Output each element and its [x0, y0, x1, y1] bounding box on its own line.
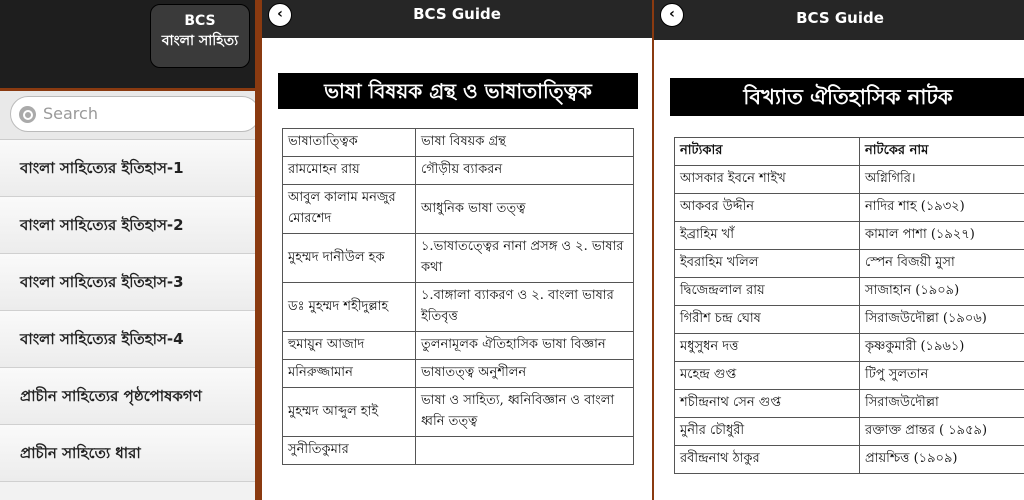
table-row	[675, 194, 1024, 222]
table-row	[675, 166, 1024, 194]
table-cell: আকবর উদ্দীন	[675, 194, 860, 222]
table-cell: ১.ভাষাতত্ত্বের নানা প্রসঙ্গ ও ২. ভাষার কথা	[416, 234, 634, 283]
header-title: BCS Guide	[413, 5, 501, 23]
table-row	[675, 278, 1024, 306]
linguistics-table	[282, 128, 634, 465]
table-cell: সাজাহান (১৯০৯)	[860, 278, 1024, 306]
table-cell: মহেন্দ্র গুপ্ত	[675, 362, 860, 390]
app-title-line1: BCS	[184, 13, 216, 29]
app-header	[0, 0, 255, 91]
table-row	[675, 446, 1024, 474]
table-row	[675, 222, 1024, 250]
list-item[interactable]: বাংলা সাহিত্যের ইতিহাস-1	[0, 140, 255, 197]
table-row	[283, 234, 634, 283]
table-cell: টিপু সুলতান	[860, 362, 1024, 390]
table-row	[283, 157, 634, 185]
table-cell: ভাষা ও সাহিত্য, ধ্বনিবিজ্ঞান ও বাংলা ধ্বনি তত্ত্ব	[416, 388, 634, 437]
table-cell: সুনীতিকুমার	[283, 437, 416, 465]
column-header: নাট্যকার	[675, 138, 860, 166]
table-cell: ভাষা বিষয়ক গ্রন্থ	[416, 129, 634, 157]
header-title: BCS Guide	[796, 9, 884, 27]
table-row	[283, 283, 634, 332]
table-cell: নাদির শাহ (১৯৩২)	[860, 194, 1024, 222]
table-cell: ইবরাহিম খলিল	[675, 250, 860, 278]
back-arrow-icon[interactable]: ‹	[268, 3, 292, 27]
table-cell: মুহম্মদ দানীউল হক	[283, 234, 416, 283]
section-title: ভাষা বিষয়ক গ্রন্থ ও ভাষাতাত্ত্বিক	[278, 73, 638, 109]
list-item[interactable]: বাংলা সাহিত্যের ইতিহাস-3	[0, 254, 255, 311]
table-cell: ডঃ মুহম্মদ শহীদুল্লাহ	[283, 283, 416, 332]
list-item[interactable]: বাংলা সাহিত্যের ইতিহাস-2	[0, 197, 255, 254]
table-cell: রামমোহন রায়	[283, 157, 416, 185]
table-cell: রক্তাক্ত প্রান্তর ( ১৯৫৯)	[860, 418, 1024, 446]
table-cell: গিরীশ চন্দ্র ঘোষ	[675, 306, 860, 334]
table-cell: আবুল কালাম মনজুর মোরশেদ	[283, 185, 416, 234]
table-cell: মুহম্মদ আব্দুল হাই	[283, 388, 416, 437]
linguistics-panel	[260, 0, 652, 500]
table-cell	[416, 437, 634, 465]
app-title-line2: বাংলা সাহিত্য	[161, 33, 239, 49]
table-header-row	[675, 138, 1024, 166]
table-cell: মধুসুধন দত্ত	[675, 334, 860, 362]
table-cell: কামাল পাশা (১৯২৭)	[860, 222, 1024, 250]
table-cell: কৃষ্ণকুমারী (১৯৬১)	[860, 334, 1024, 362]
menu-panel	[0, 0, 255, 500]
panel-header	[654, 0, 1024, 40]
table-cell: প্রায়শ্চিত্ত (১৯০৯)	[860, 446, 1024, 474]
app-title-button[interactable]	[150, 4, 250, 68]
table-row	[283, 437, 634, 465]
drama-table	[674, 137, 1024, 474]
search-input[interactable]	[10, 96, 255, 132]
table-row	[283, 388, 634, 437]
table-cell: মনিরুজ্জামান	[283, 360, 416, 388]
table-row	[675, 334, 1024, 362]
column-header: নাটকের নাম	[860, 138, 1024, 166]
table-row	[675, 306, 1024, 334]
table-cell: আধুনিক ভাষা তত্ত্ব	[416, 185, 634, 234]
table-row	[675, 250, 1024, 278]
table-cell: অগ্নিগিরি।	[860, 166, 1024, 194]
table-row	[283, 129, 634, 157]
table-cell: মুনীর চৌধুরী	[675, 418, 860, 446]
table-cell: স্পেন বিজয়ী মুসা	[860, 250, 1024, 278]
list-item[interactable]: প্রাচীন সাহিত্যে ধারা	[0, 425, 255, 482]
table-cell: ১.বাঙ্গালা ব্যাকরণ ও ২. বাংলা ভাষার ইতিবৃত্ত	[416, 283, 634, 332]
table-cell: ভাষাতত্ত্ব অনুশীলন	[416, 360, 634, 388]
table-row	[675, 390, 1024, 418]
panel-header	[262, 0, 652, 38]
table-cell: ইব্রাহিম খাঁ	[675, 222, 860, 250]
table-cell: সিরাজউদৌল্লা	[860, 390, 1024, 418]
topic-list	[0, 140, 255, 482]
list-item[interactable]: বাংলা সাহিত্যের ইতিহাস-4	[0, 311, 255, 368]
table-cell: আসকার ইবনে শাইখ	[675, 166, 860, 194]
search-bar	[0, 91, 255, 140]
table-row	[283, 185, 634, 234]
table-row	[675, 418, 1024, 446]
section-title: বিখ্যাত ঐতিহাসিক নাটক	[670, 78, 1024, 116]
table-cell: দ্বিজেন্দ্রলাল রায়	[675, 278, 860, 306]
search-placeholder: Search	[43, 104, 98, 123]
table-cell: হুমায়ুন আজাদ	[283, 332, 416, 360]
table-cell: গৌড়ীয় ব্যাকরন	[416, 157, 634, 185]
table-row	[283, 332, 634, 360]
table-cell: শচীন্দ্রনাথ সেন গুপ্ত	[675, 390, 860, 418]
table-cell: সিরাজউদৌল্লা (১৯০৬)	[860, 306, 1024, 334]
table-cell: রবীন্দ্রনাথ ঠাকুর	[675, 446, 860, 474]
back-arrow-icon[interactable]: ‹	[660, 3, 684, 27]
table-row	[675, 362, 1024, 390]
table-cell: তুলনামূলক ঐতিহাসিক ভাষা বিজ্ঞান	[416, 332, 634, 360]
table-row	[283, 360, 634, 388]
list-item[interactable]: প্রাচীন সাহিত্যের পৃষ্ঠপোষকগণ	[0, 368, 255, 425]
search-icon	[19, 106, 36, 123]
drama-panel	[652, 0, 1024, 500]
table-cell: ভাষাতাত্ত্বিক	[283, 129, 416, 157]
